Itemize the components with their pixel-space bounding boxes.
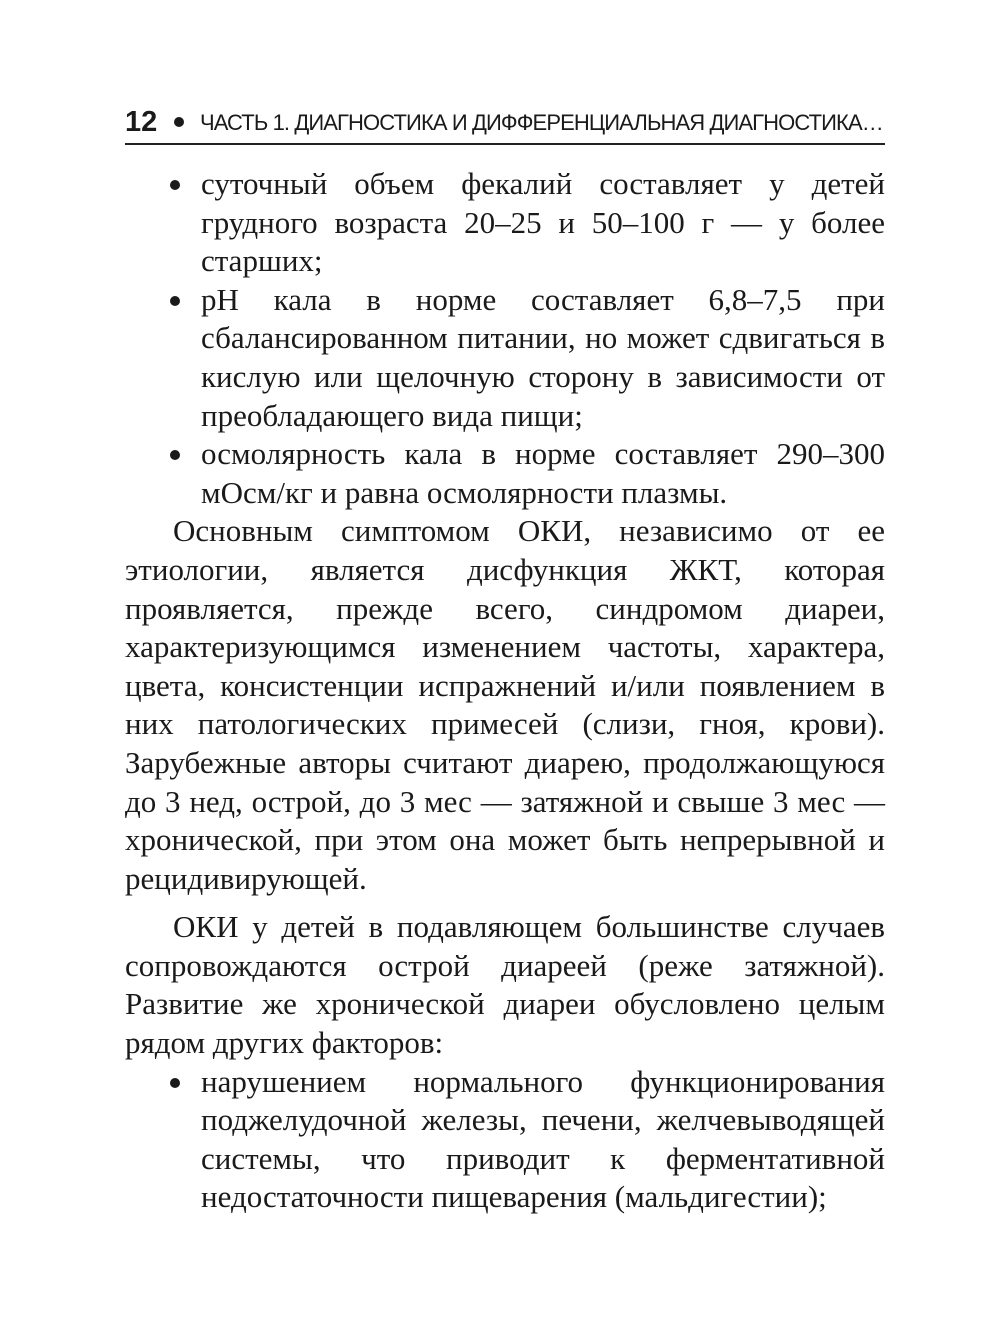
list-item (125, 435, 885, 512)
bullet-icon (170, 296, 180, 306)
header-bullet-icon (174, 117, 184, 127)
body-paragraph: Основным симптомом ОКИ, независимо от ее этиологии, является дисфункция ЖКТ, которая проявляется, прежде всего, синдромом диареи, характеризующимся изменением частоты, характера, цвета, консистенции испражнений и/или появлением в них патологических примесей (слизи, гноя, крови). Зарубежные авторы считают диарею, продолжающуюся до 3 нед, острой, до 3 мес — затяжной и свыше 3 мес — хронической, при этом она может быть непрерывной и рецидивирующей. (125, 513, 885, 896)
bullet-icon (170, 450, 180, 460)
page-number: 12 (125, 106, 158, 138)
bullet-icon (170, 1078, 180, 1088)
bullet-icon (170, 180, 180, 190)
running-header (125, 103, 885, 145)
list-item-text: суточный объем фекалий составляет у детей грудного возраста 20–25 и 50–100 г — у более старших; (201, 166, 885, 279)
bullet-list-stool-norms (125, 165, 885, 512)
list-item-text: нарушением нормального функционирования поджелудочной железы, печени, желчевыводящей системы, что приводит к ферментативной недостаточности пищеварения (мальдигестии); (201, 1063, 885, 1215)
list-item (125, 281, 885, 435)
list-item-text: осмолярность кала в норме составляет 290–300 мОсм/кг и равна осмолярности плазмы. (201, 436, 885, 510)
body-paragraph: ОКИ у детей в подавляющем большинстве случаев сопровождаются острой диареей (реже затяжной). Развитие же хронической диареи обусловлено целым рядом других факторов: (125, 909, 885, 1061)
running-title: ЧАСТЬ 1. ДИАГНОСТИКА И ДИФФЕРЕНЦИАЛЬНАЯ ДИАГНОСТИКА… (200, 110, 883, 135)
list-item-text: pH кала в норме составляет 6,8–7,5 при сбалансированном питании, но может сдвигаться в кислую или щелочную сторону в зависимости от преобладающего вида пищи; (201, 281, 885, 433)
paragraph-gap (125, 898, 885, 908)
list-item (125, 165, 885, 281)
page-body (125, 165, 885, 1217)
list-item (125, 1063, 885, 1217)
bullet-list-chronic-factors (125, 1063, 885, 1217)
